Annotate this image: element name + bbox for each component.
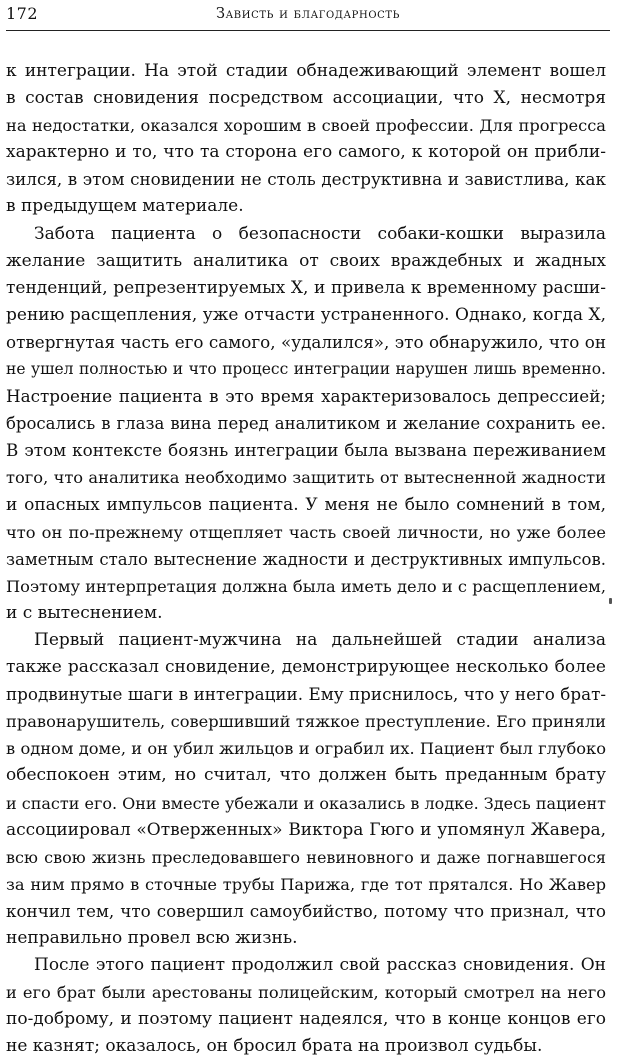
text-line: также рассказал сновидение, демонстрирующее несколько более [6,657,606,678]
header-rule [6,30,610,31]
text-line: заметным стало вытеснение жадности и деструктивных импульсов. [6,549,606,569]
page-number: 172 [6,4,39,23]
paragraph-2 [6,221,606,627]
text-line: неправильно провел всю жизнь. [6,928,298,948]
text-line: на недостатки, оказался хорошим в своей профессии. Для прогресса [6,116,606,136]
text-line: и опасных импульсов пациента. У меня не было сомнений в том, [6,494,606,515]
text-line: что он по-прежнему отщепляет часть своей личности, но уже более [6,522,606,542]
text-line: Настроение пациента в это время характеризовалось депрессией; [6,386,606,407]
text-line: в состав сновидения посредством ассоциации, что X, несмотря [6,88,606,109]
text-line: не казнят; оказалось, он бросил брата на произвол судьбы. [6,1036,543,1057]
page-header [6,2,610,32]
text-line: рению расщепления, уже отчасти устраненного. Однако, когда X, [6,304,606,325]
text-line: кончил тем, что совершил самоубийство, потому что признал, что [6,900,606,921]
text-line: и с вытеснением. [6,602,163,623]
paragraph-1 [6,58,606,221]
text-body [6,58,606,1060]
text-line: ассоциировал «Отверженных» Виктора Гюго и упомянул Жавера, [6,819,606,840]
text-line: того, что аналитика необходимо защитить от вытесненной жадности [6,468,606,488]
text-line: в предыдущем материале. [6,196,244,217]
text-line: желание защитить аналитика от своих враждебных и жадных [6,250,606,271]
paragraph-4 [6,952,606,1060]
text-line: не ушел полностью и что процесс интеграции нарушен лишь временно. [6,360,606,379]
running-title: Зависть и благодарность [216,6,400,22]
text-line: бросались в глаза вина перед аналитиком и желание сохранить ее. [6,414,606,434]
text-line: Забота пациента о безопасности собаки-кошки выразила [34,223,606,244]
text-line: характерно и то, что та сторона его самого, к которой он прибли- [6,142,606,163]
paragraph-3 [6,627,606,952]
text-line: отвергнутая часть его самого, «удалился», это обнаружило, что он [6,331,606,352]
text-line: и спасти его. Они вместе убежали и оказались в лодке. Здесь пациент [6,793,606,813]
text-line: После этого пациент продолжил свой рассказ сновидения. Он [34,955,606,976]
text-line: обеспокоен этим, но считал, что должен быть преданным брату [6,765,606,786]
text-line: зился, в этом сновидении не столь деструктивна и завистлива, как [6,169,606,190]
text-line: тенденций, репрезентируемых X, и привела к временному расши- [6,277,606,298]
text-line: продвинутые шаги в интеграции. Ему приснилось, что у него брат- [6,684,606,705]
text-line: В этом контексте боязнь интеграции была вызвана переживанием [6,440,606,461]
text-line: правонарушитель, совершивший тяжкое преступление. Его приняли [6,712,606,732]
margin-mark [609,598,612,604]
text-line: и его брат были арестованы полицейским, который смотрел на него [6,983,606,1003]
text-line: в одном доме, и он убил жильцов и ограбил их. Пациент был глубоко [6,739,606,759]
text-line: за ним прямо в сточные трубы Парижа, где тот прятался. Но Жавер [6,874,606,894]
text-line: всю свою жизнь преследовавшего невиновного и даже погнавшегося [6,847,606,867]
text-line: по-доброму, и поэтому пациент надеялся, что в конце концов его [6,1009,606,1030]
text-line: Первый пациент-мужчина на дальнейшей стадии анализа [34,629,606,650]
text-line: к интеграции. На этой стадии обнадеживающий элемент вошел [6,61,606,81]
text-line: Поэтому интерпретация должна была иметь дело и с расщеплением, [6,576,606,596]
